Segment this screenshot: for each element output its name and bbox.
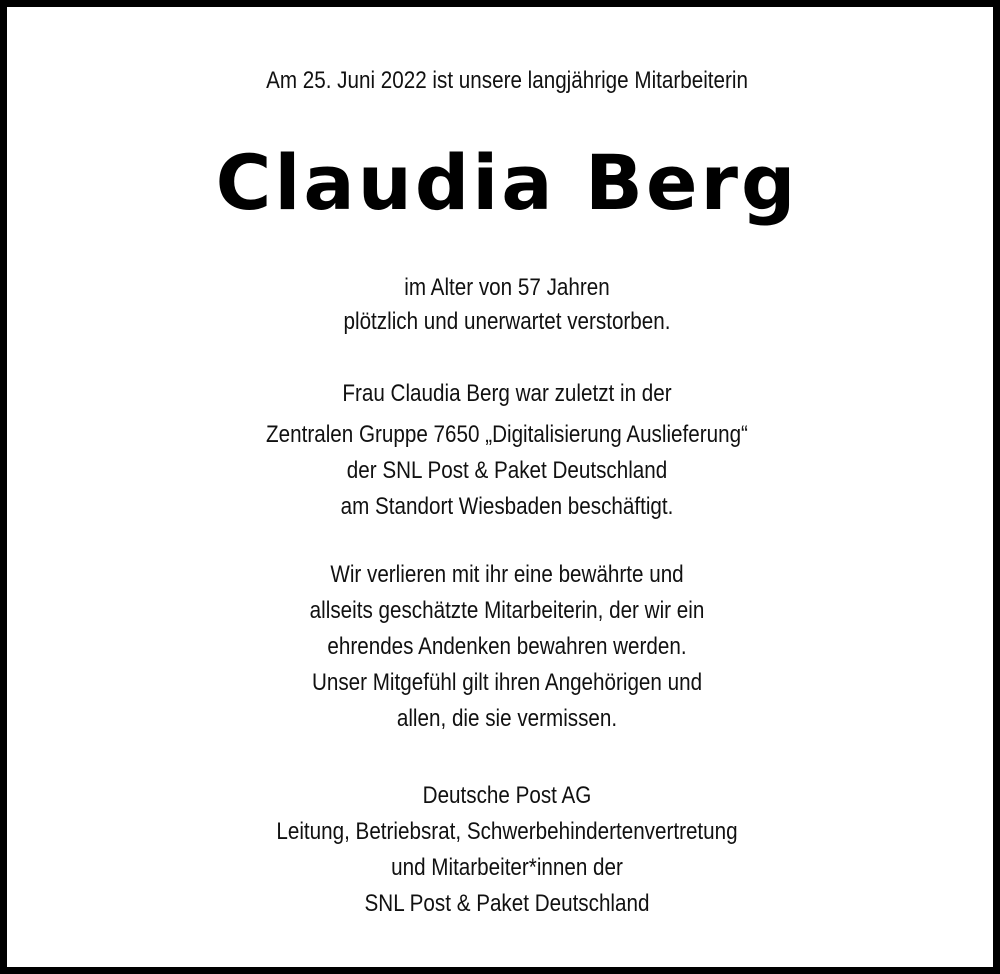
work-line-4: am Standort Wiesbaden beschäftigt. (340, 493, 674, 520)
signature-line-1: Deutsche Post AG (422, 782, 592, 809)
work-line-1: Frau Claudia Berg war zuletzt in der (342, 380, 672, 407)
age-line-1: im Alter von 57 Jahren (404, 274, 610, 301)
signature-line-4: SNL Post & Paket Deutschland (364, 890, 650, 917)
signature-line-3: und Mitarbeiter*innen der (391, 854, 623, 881)
work-line-2: Zentralen Gruppe 7650 „Digitalisierung Auslieferung“ (266, 421, 748, 448)
tribute-line-1: Wir verlieren mit ihr eine bewährte und (330, 561, 684, 588)
tribute-line-2: allseits geschätzte Mitarbeiterin, der wir ein (309, 597, 705, 624)
signature-line-2: Leitung, Betriebsrat, Schwerbehindertenvertretung (276, 818, 738, 845)
deceased-name: Claudia Berg (215, 138, 799, 227)
intro-text: Am 25. Juni 2022 ist unsere langjährige Mitarbeiterin (266, 67, 748, 94)
age-line-2: plötzlich und unerwartet verstorben. (343, 308, 671, 335)
tribute-line-3: ehrendes Andenken bewahren werden. (327, 633, 687, 660)
work-line-3: der SNL Post & Paket Deutschland (346, 457, 668, 484)
tribute-line-5: allen, die sie vermissen. (396, 705, 618, 732)
tribute-line-4: Unser Mitgefühl gilt ihren Angehörigen und (311, 669, 703, 696)
